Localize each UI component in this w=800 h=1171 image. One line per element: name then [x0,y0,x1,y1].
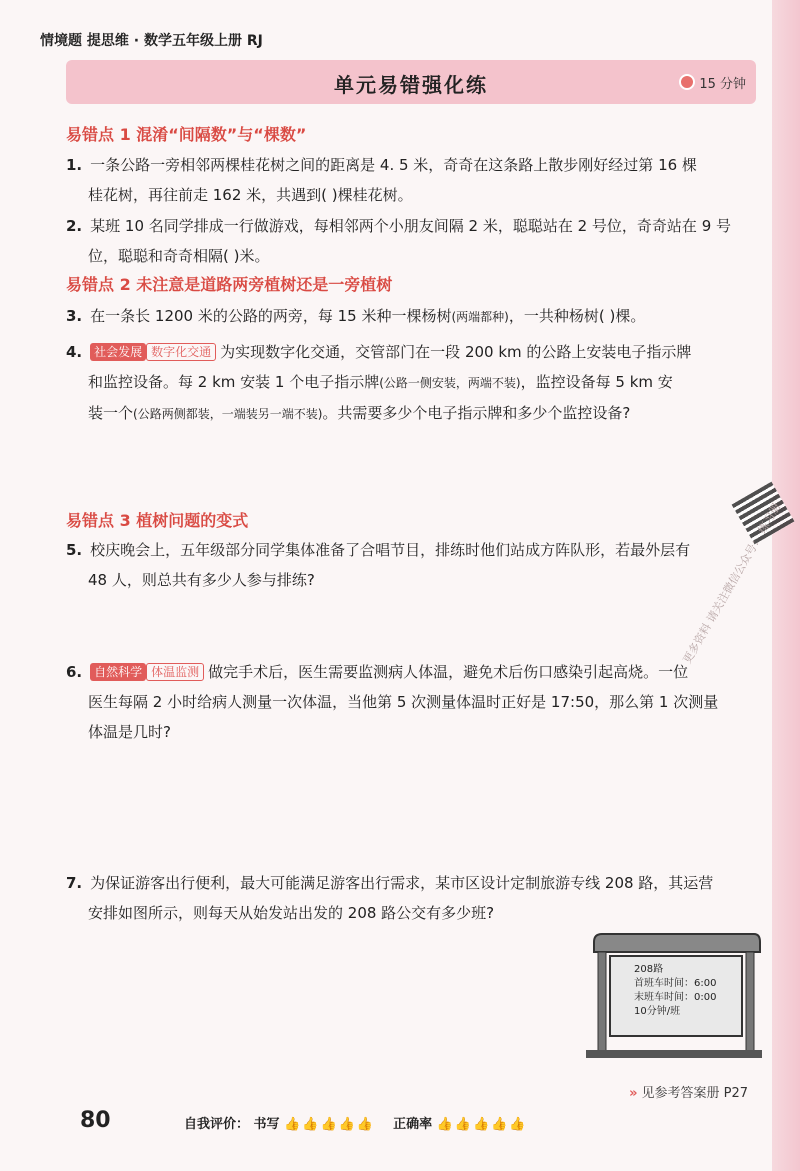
unit-banner [66,60,756,104]
watermark-text: 请关注微信公众号： [704,532,766,625]
thumbs-up-icon[interactable]: 👍👍👍👍👍 [284,1117,376,1132]
topic-tag: 体温监测 [146,663,204,681]
eval-label: 自我评价： [184,1117,250,1132]
question-text: 桂花树，再往前走 162 米，共遇到( )棵桂花树。 [88,186,413,204]
question-text: ，监控设备每 5 km 安 [520,373,673,391]
write-label: 书写 [253,1117,280,1132]
timer [679,73,746,92]
banner-title: 单元易错强化练 [334,73,488,97]
category-tag: 自然科学 [90,663,146,681]
correct-label: 正确率 [393,1117,433,1132]
question-text: ，一共种杨树( )棵。 [508,307,646,325]
thumbs-up-icon[interactable]: 👍👍👍👍👍 [436,1117,528,1132]
bus-interval: 10分钟/班 [634,1006,681,1017]
clock-icon [679,74,695,90]
arrow-icon: » [629,1086,638,1101]
page-edge [772,0,800,1171]
question-text: 位，聪聪和奇奇相隔( )米。 [88,247,270,265]
category-tag: 社会发展 [90,343,146,361]
question-text: 某班 10 名同学排成一行做游戏，每相邻两个小朋友间隔 2 米，聪聪站在 2 号位，奇奇站在 9 号 [90,217,732,235]
section-heading-1: 易错点 1 混淆“间隔数”与“棵数” [66,125,307,144]
question-text: 安排如图所示，则每天从始发站出发的 208 路公交有多少班? [88,904,495,922]
timer-text: 15 分钟 [699,77,746,92]
question-number: 1. [66,156,83,174]
bus-last: 末班车时间：0:00 [634,992,717,1003]
question-text: 装一个 [88,404,134,422]
question-7 [66,868,756,928]
bus-stop-sign [586,932,762,1072]
question-number: 3. [66,307,83,325]
question-text: 体温是几时? [88,723,171,741]
question-number: 2. [66,217,83,235]
book-title: 情境题 提思维 · 数学五年级上册 RJ [40,33,263,49]
question-text: 。共需要多少个电子指示牌和多少个监控设备? [322,404,631,422]
question-text: 在一条长 1200 米的公路的两旁，每 15 米种一棵杨树 [90,307,452,325]
answer-reference [629,1082,748,1101]
question-text: 校庆晚会上，五年级部分同学集体准备了合唱节目，排练时他们站成方阵队形，若最外层有 [90,541,691,559]
question-3 [66,301,756,332]
self-evaluation [184,1113,528,1132]
section-heading-3: 易错点 3 植树问题的变式 [66,511,249,530]
question-number: 5. [66,541,83,559]
question-6 [66,657,756,747]
question-text: 做完手术后，医生需要监测病人体温，避免术后伤口感染引起高烧。一位 [208,663,689,681]
question-number: 7. [66,874,83,892]
question-text: 48 人，则总共有多少人参与排练? [88,571,315,589]
answer-ref-text: 见参考答案册 P27 [641,1086,748,1101]
question-2 [66,211,756,271]
page-number: 80 [80,1108,111,1133]
question-note: (两端都种) [451,310,509,324]
bus-route: 208路 [634,964,664,975]
question-text: 和监控设备。每 2 km 安装 1 个电子指示牌 [88,373,380,391]
bus-first: 首班车时间：6:00 [634,978,717,989]
question-text: 为实现数字化交通，交管部门在一段 200 km 的公路上安装电子指示牌 [220,343,692,361]
question-number: 4. [66,343,83,361]
question-5 [66,535,742,595]
question-text: 医生每隔 2 小时给病人测量一次体温，当他第 5 次测量体温时正好是 17:50，那么第 1 次测量 [88,693,719,711]
section-heading-2: 易错点 2 未注意是道路两旁植树还是一旁植树 [66,275,393,294]
question-note: (公路两侧都装，一端装另一端不装) [133,407,323,421]
question-4 [66,337,756,429]
watermark-text: 练习册 [755,500,784,536]
watermark-text: 更多资料 [680,621,714,666]
question-text: 一条公路一旁相邻两棵桂花树之间的距离是 4. 5 米，奇奇在这条路上散步刚好经过第 16 棵 [90,156,697,174]
topic-tag: 数字化交通 [146,343,216,361]
question-note: (公路一侧安装，两端不装) [379,376,521,390]
question-number: 6. [66,663,83,681]
question-1 [66,150,756,210]
question-text: 为保证游客出行便利，最大可能满足游客出行需求，某市区设计定制旅游专线 208 路，其运营 [90,874,714,892]
